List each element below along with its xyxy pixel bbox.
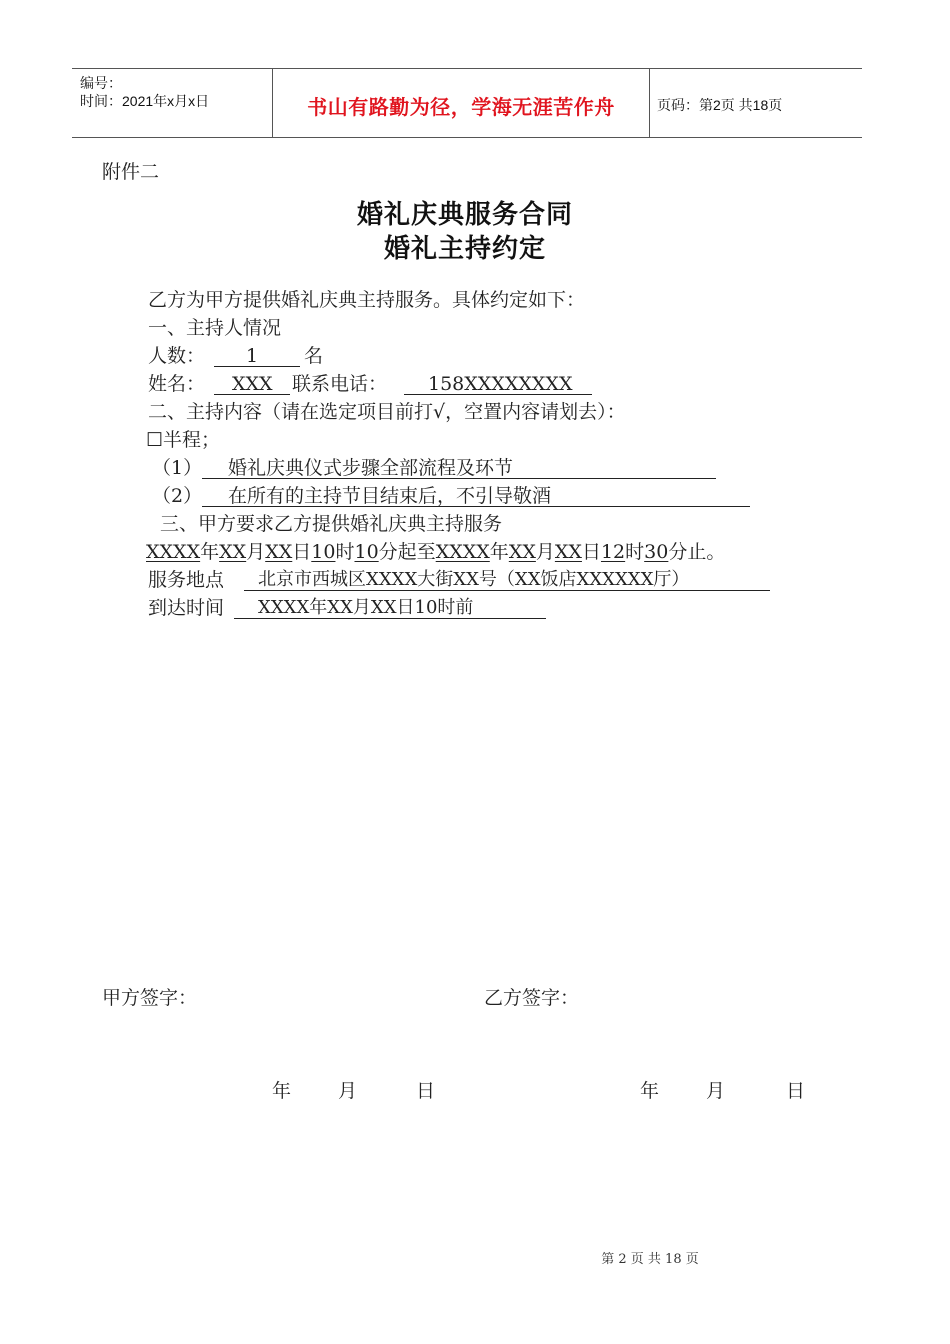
arrival-value: XXXX年XX月XX日10时前: [258, 597, 474, 618]
hour-unit: 时: [335, 541, 355, 563]
checkbox-icon[interactable]: ☐: [146, 429, 164, 451]
count-label: 人数：: [148, 345, 206, 367]
hour-unit: 时: [625, 541, 645, 563]
half-option-label: 半程；: [163, 429, 221, 451]
location-value: 北京市西城区XXXX大街XX号（XX饭店XXXXXX厅）: [258, 569, 690, 590]
end-suffix: 分止。: [668, 541, 726, 563]
start-minute: 10: [354, 541, 379, 563]
time-label: 时间：2021年x月x日: [80, 93, 210, 109]
service-time-line: [146, 540, 725, 564]
end-day: XX: [554, 541, 582, 563]
page-footer: 第 2 页 共 18 页: [601, 1252, 699, 1267]
item-2-text: 在所有的主持节目结束后，不引导敬酒: [228, 485, 552, 507]
party-a-signature-label: 甲方签字：: [102, 987, 198, 1009]
start-day: XX: [265, 541, 293, 563]
header-left-cell: [72, 69, 272, 137]
party-b-year: 年: [640, 1080, 660, 1102]
start-hour: 10: [311, 541, 336, 563]
item-1-number: （1）: [152, 457, 203, 479]
start-month: XX: [219, 541, 247, 563]
party-b-day: 日: [786, 1080, 806, 1102]
end-year: XXXX: [435, 541, 490, 563]
intro-text: 乙方为甲方提供婚礼庆典主持服务。具体约定如下：: [148, 289, 586, 311]
start-suffix: 分起至: [378, 541, 436, 563]
year-unit: 年: [200, 541, 220, 563]
header-table: [72, 68, 862, 138]
page-info: 页码：第2页 共18页: [657, 97, 783, 113]
party-a-month: 月: [338, 1080, 358, 1102]
end-month: XX: [508, 541, 536, 563]
location-label: 服务地点: [148, 569, 225, 591]
section3-heading: 三、甲方要求乙方提供婚礼庆典主持服务: [160, 513, 503, 535]
section1-heading: 一、主持人情况: [148, 317, 282, 339]
party-b-signature-label: 乙方签字：: [484, 987, 580, 1009]
party-b-month: 月: [706, 1080, 726, 1102]
party-a-year: 年: [272, 1080, 292, 1102]
start-year: XXXX: [146, 541, 201, 563]
motto: 书山有路勤为径，学海无涯苦作舟: [307, 95, 615, 119]
count-unit: 名: [304, 345, 324, 367]
phone-value: 158XXXXXXXX: [428, 373, 573, 395]
serial-label: 编号：: [80, 75, 122, 91]
month-unit: 月: [246, 541, 266, 563]
year-unit: 年: [489, 541, 509, 563]
document-title: 婚礼庆典服务合同: [356, 200, 573, 230]
month-unit: 月: [535, 541, 555, 563]
header-right-cell: [649, 69, 862, 137]
half-option[interactable]: [146, 428, 220, 452]
header-motto-cell: [272, 69, 650, 137]
party-a-day: 日: [416, 1080, 436, 1102]
day-unit: 日: [292, 541, 312, 563]
document-subtitle: 婚礼主持约定: [383, 234, 546, 264]
item-1-text: 婚礼庆典仪式步骤全部流程及环节: [228, 457, 514, 479]
name-value: XXX: [232, 373, 273, 395]
arrival-label: 到达时间: [148, 597, 225, 619]
end-minute: 30: [644, 541, 669, 563]
item-2-number: （2）: [152, 485, 203, 507]
name-label: 姓名：: [148, 373, 206, 395]
end-hour: 12: [600, 541, 626, 563]
day-unit: 日: [581, 541, 601, 563]
count-value: 1: [246, 345, 259, 367]
phone-label: 联系电话：: [292, 373, 388, 395]
attachment-label: 附件二: [102, 161, 160, 183]
section2-heading: 二、主持内容（请在选定项目前打√，空置内容请划去）：: [148, 401, 626, 423]
